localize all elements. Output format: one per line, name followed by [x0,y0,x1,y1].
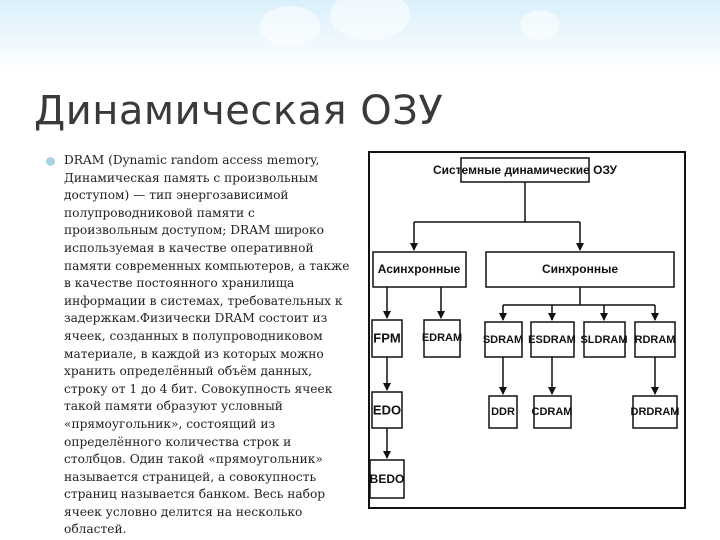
node-cdram [532,396,573,428]
bullet-line: хранить определённый объём данных, [64,364,312,379]
node-ddr-label: DDR [491,406,515,418]
bullet-line: такой памяти образуют условный [64,399,283,414]
node-bedo [370,460,405,498]
bullet-line: памяти современных компьютеров, а также [64,258,350,273]
node-edram-label: EDRAM [421,332,463,344]
sync-group-box [486,252,674,287]
node-bedo-label: BEDO [369,472,405,486]
bullet-line: определённого количества строк и [64,434,292,449]
sync-group-label: Синхронные [541,262,619,276]
node-sdram-label: SDRAM [482,334,524,346]
node-fpm-label: FPM [373,330,401,346]
bullet-line: произвольным доступом; DRAM широко [64,223,324,238]
bullet-line: строку от 1 до 4 бит. Совокупность ячеек [64,381,333,396]
bullet-line: ячеек условно делится на несколько [64,504,303,519]
node-edo [372,392,402,428]
node-edo-label: EDO [372,402,402,418]
bullet-line: называется страницей, а совокупность [64,469,317,484]
bullet-line: столбцов. Один такой «прямоугольник» [64,452,323,467]
node-sldram [580,322,627,357]
node-sdram [483,322,523,357]
bullet-line: DRAM (Dynamic random access memory, [64,153,320,167]
bullet-line: Динамическая память с произвольным [64,170,318,185]
bullet-line: в качестве постоянного хранилища [64,276,295,291]
bullet-line: областей. [64,522,127,537]
node-rdram [635,322,676,357]
bullet-line: «прямоугольник», состоящий из [64,416,276,431]
bullet-line: ячеек, созданных в полупроводниковом [64,328,323,343]
node-drdram [631,396,680,428]
node-drdram-label: DRDRAM [630,406,680,418]
async-group-label: Асинхронные [377,262,461,276]
node-sldram-label: SLDRAM [580,334,628,346]
bullet-line: используемая в качестве оперативной [64,240,314,255]
bullet-line: страниц называется банком. Весь набор [64,487,326,502]
root-label: Системные динамические ОЗУ [432,163,618,177]
bullet-line: материале, в каждой из которых можно [64,346,324,361]
bullet-line: задержкам.Физически DRAM состоит из [64,311,328,326]
bullet-line: полупроводниковой памяти с [64,205,255,220]
async-group-box [373,252,466,287]
node-fpm [372,320,402,357]
bullet-line: информации в системах, требовательных к [64,293,343,308]
bullet-line: доступом) — тип энергозависимой [64,188,289,203]
node-esdram [528,322,576,357]
slide-title: Динамическая ОЗУ [34,88,444,134]
node-rdram-label: RDRAM [634,334,676,346]
node-edram [422,320,462,357]
node-esdram-label: ESDRAM [528,334,576,346]
node-ddr [489,396,517,428]
node-cdram-label: CDRAM [531,406,573,418]
